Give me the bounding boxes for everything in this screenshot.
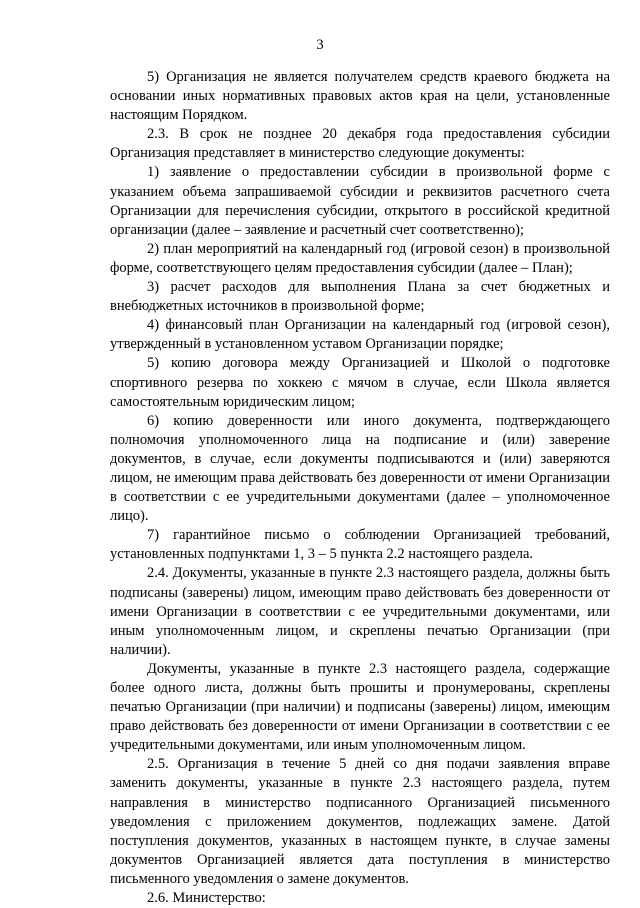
paragraph-multi-page-documents: Документы, указанные в пункте 2.3 настоящего раздела, содержащие более одного листа, должны быть прошиты и пронумерованы, скреплены печатью Организации (при наличии) и подписаны (заверены) лицом, имеющим право действовать без доверенности от имени Организации в соответствии с ее учредительными документами, или иным уполномоченным лицом. xyxy=(110,660,610,754)
paragraph-2-4-signing: 2.4. Документы, указанные в пункте 2.3 настоящего раздела, должны быть подписаны (заверены) лицом, имеющим право действовать без доверенности от имени Организации в соответствии с ее учредительными документами, или иным уполномоченным лицом, и скреплены печатью Организации (при наличии). xyxy=(110,565,610,658)
paragraph-document-2-plan: 2) план мероприятий на календарный год (игровой сезон) в произвольной форме, соответствующего целям предоставления субсидии (далее – План); xyxy=(110,240,610,276)
paragraph-document-7-guarantee-letter: 7) гарантийное письмо о соблюдении Организацией требований, установленных подпунктами 1, 3 – 5 пункта 2.2 настоящего раздела. xyxy=(110,527,610,563)
page-number: 3 xyxy=(316,37,324,53)
paragraph-document-5-contract-copy: 5) копию договора между Организацией и Школой о подготовке спортивного резерва по хоккею с мячом в случае, если Школа является самостоятельным юридическим лицом; xyxy=(110,355,610,410)
paragraph-item-5-not-recipient: 5) Организация не является получателем средств краевого бюджета на основании иных нормативных правовых актов края на цели, установленные настоящим Порядком. xyxy=(110,69,610,124)
paragraph-2-6-ministry: 2.6. Министерство: xyxy=(147,890,266,907)
document-body xyxy=(110,68,610,908)
paragraph-document-1-application: 1) заявление о предоставлении субсидии в произвольной форме с указанием объема запрашиваемой субсидии и реквизитов расчетного счета Организации для перечисления субсидии, открытого в российской кредитной организации (далее – заявление и расчетный счет соответственно); xyxy=(110,164,610,238)
paragraph-document-6-power-of-attorney: 6) копию доверенности или иного документа, подтверждающего полномочия уполномоченного лица на подписание и (или) заверение документов, в случае, если документы подписываются и (или) заверяются лицом, не имеющим права действовать без доверенности от имени Организации в соответствии с ее учредительными документами (далее – уполномоченное лицо). xyxy=(110,412,610,525)
paragraph-2-3-heading: 2.3. В срок не позднее 20 декабря года предоставления субсидии Организация представляет в министерство следующие документы: xyxy=(110,126,610,162)
paragraph-document-4-financial-plan: 4) финансовый план Организации на календарный год (игровой сезон), утвержденный в установленном уставом Организации порядке; xyxy=(110,317,610,353)
paragraph-2-5-replacement: 2.5. Организация в течение 5 дней со дня подачи заявления вправе заменить документы, указанные в пункте 2.3 настоящего раздела, путем направления в министерство подписанного Организацией письменного уведомления с приложением документов, подлежащих замене. Датой поступления документов, указанных в настоящем пункте, в случае замены документов Организацией является дата поступления в министерство письменного уведомления о замене документов. xyxy=(110,756,610,887)
paragraph-document-3-expense-calc: 3) расчет расходов для выполнения Плана за счет бюджетных и внебюджетных источников в произвольной форме; xyxy=(110,279,610,315)
